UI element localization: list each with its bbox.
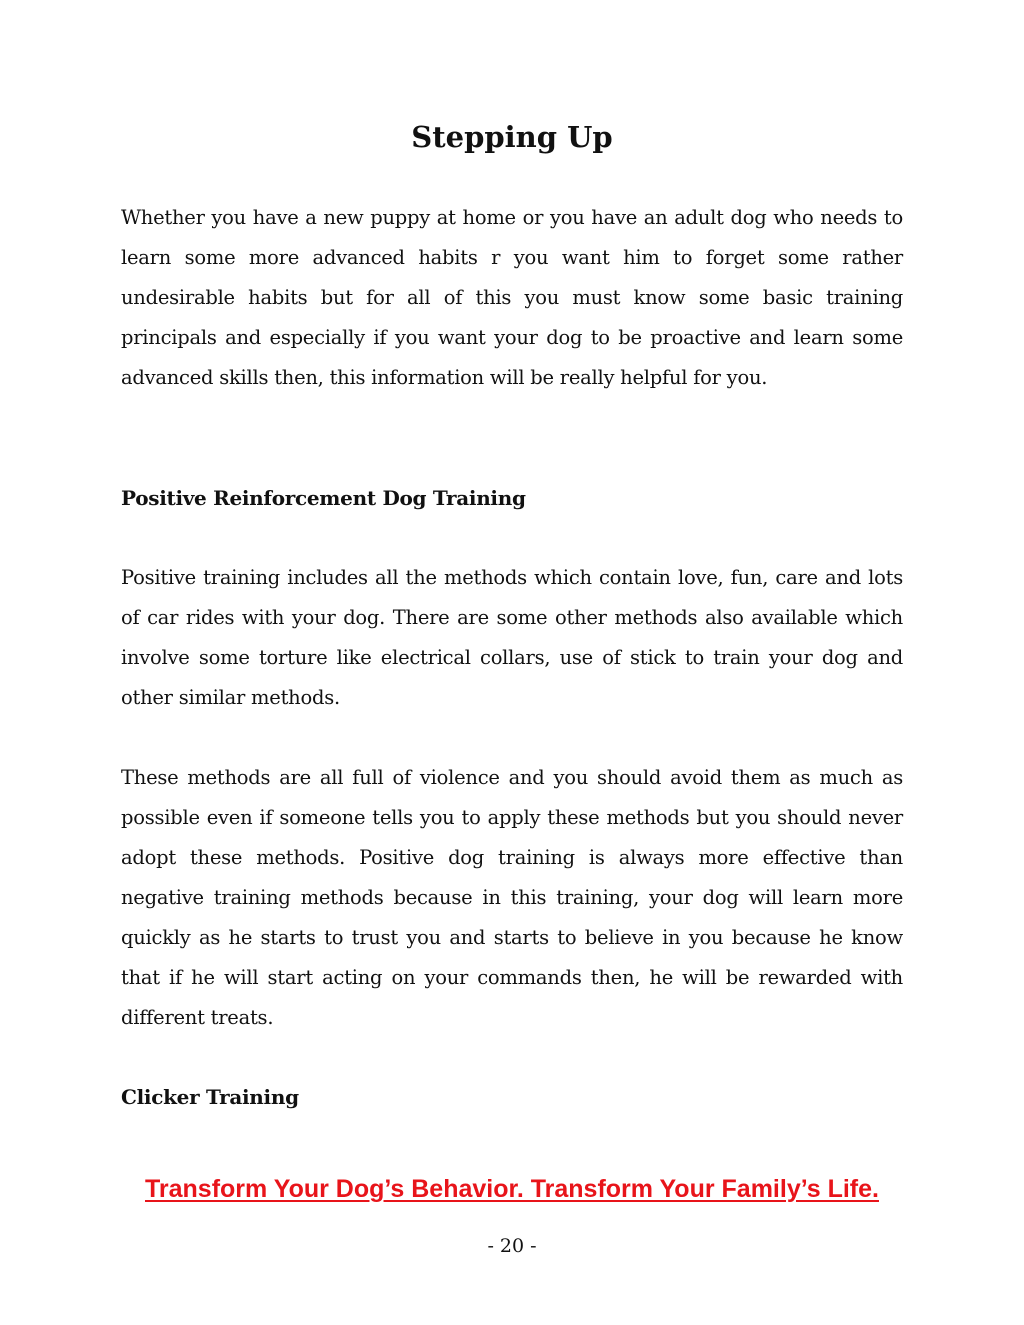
negative-methods-paragraph: These methods are all full of violence and you should avoid them as much as possible even if someone tells you to apply these methods but you should never adopt these methods. Positive dog training is always more effective than negative training methods because in this training, your dog will learn more quickly as he starts to trust you and starts to believe in you because he know that if he will start acting on your commands then, he will be rewarded with different treats.: [121, 766, 903, 1029]
positive-training-paragraph: Positive training includes all the methods which contain love, fun, care and lots of car rides with your dog. There are some other methods also available which involve some torture like electrical collars, use of stick to train your dog and other similar methods.: [121, 566, 903, 709]
section-heading-clicker-training: Clicker Training: [121, 1085, 299, 1109]
transform-promo-link[interactable]: Transform Your Dog’s Behavior. Transform Your Family’s Life.: [145, 1175, 879, 1203]
promo-link-container: [0, 1171, 1024, 1207]
intro-paragraph: Whether you have a new puppy at home or you have an adult dog who needs to learn some more advanced habits r you want him to forget some rather undesirable habits but for all of this you must know some basic training principals and especially if you want your dog to be proactive and learn some advanced skills then, this information will be really helpful for you.: [121, 206, 903, 389]
page-number: - 20 -: [487, 1235, 537, 1257]
section-heading-positive-reinforcement: Positive Reinforcement Dog Training: [121, 486, 526, 510]
page-title: Stepping Up: [411, 120, 613, 154]
